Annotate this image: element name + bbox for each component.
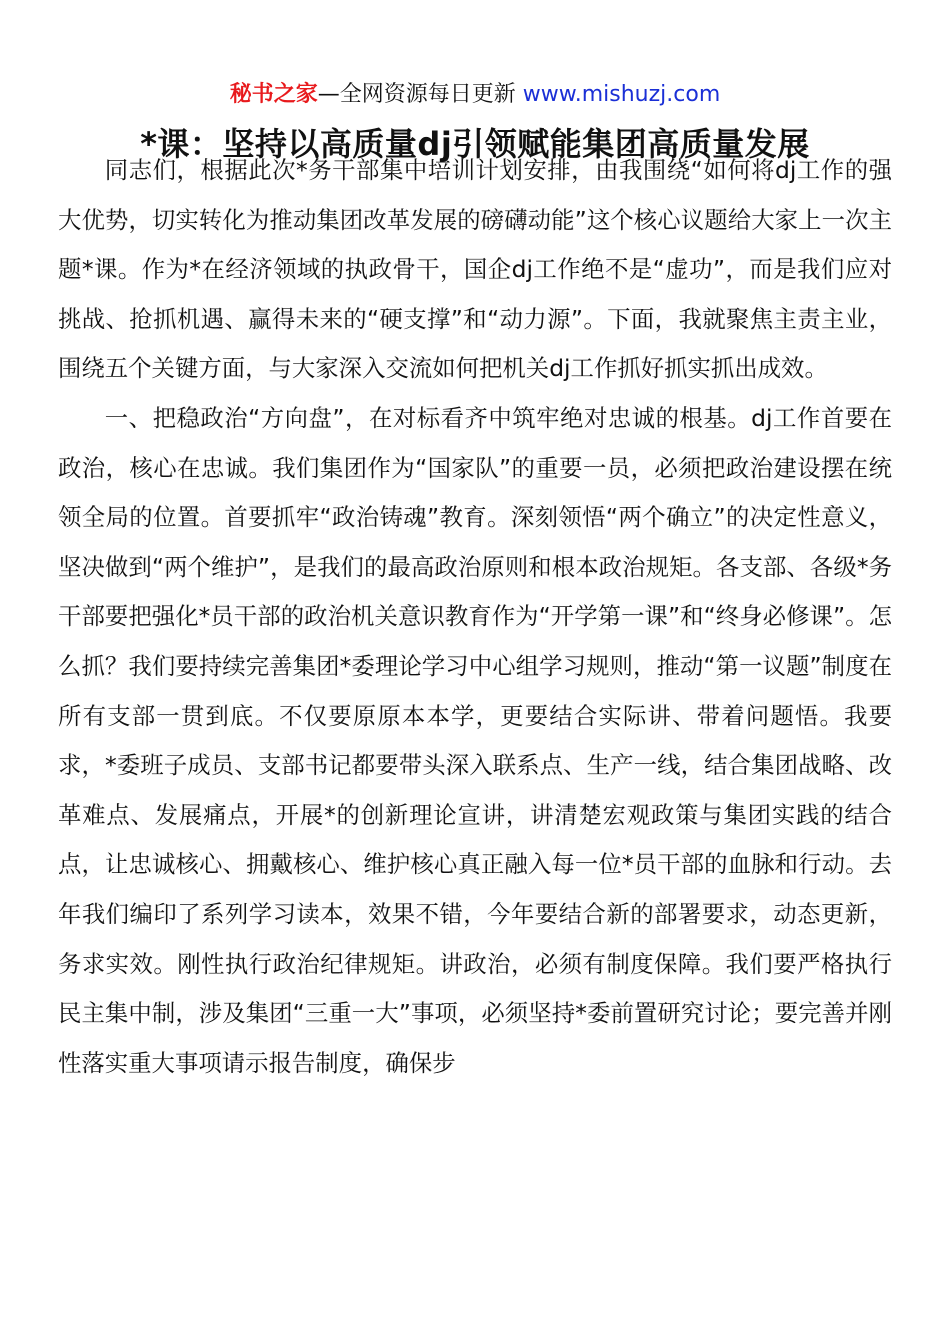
- document-title: *课：坚持以高质量dj引领赋能集团高质量发展: [140, 125, 810, 163]
- site-banner: [0, 80, 950, 110]
- site-tagline: —全网资源每日更新: [317, 82, 523, 107]
- paragraph-section-one: 一、把稳政治“方向盘”，在对标看齐中筑牢绝对忠诚的根基。dj工作首要在政治，核心在忠诚。我们集团作为“国家队”的重要一员，必须把政治建设摆在统领全局的位置。首要抓牢“政治铸魂”教育。深刻领悟“两个确立”的决定性意义，坚决做到“两个维护”，是我们的最高政治原则和根本政治规矩。各支部、各级*务干部要把强化*员干部的政治机关意识教育作为“开学第一课”和“终身必修课”。怎么抓？我们要持续完善集团*委理论学习中心组学习规则，推动“第一议题”制度在所有支部一贯到底。不仅要原原本本学，更要结合实际讲、带着问题悟。我要求，*委班子成员、支部书记都要带头深入联系点、生产一线，结合集团战略、改革难点、发展痛点，开展*的创新理论宣讲，讲清楚宏观政策与集团实践的结合点，让忠诚核心、拥戴核心、维护核心真正融入每一位*员干部的血脉和行动。去年我们编印了系列学习读本，效果不错，今年要结合新的部署要求，动态更新，务求实效。刚性执行政治纪律规矩。讲政治，必须有制度保障。我们要严格执行民主集中制，涉及集团“三重一大”事项，必须坚持*委前置研究讨论；要完善并刚性落实重大事项请示报告制度，确保步: [58, 403, 892, 1077]
- site-url-link[interactable]: www.mishuzj.com: [522, 82, 721, 107]
- site-brand: 秘书之家: [229, 82, 318, 107]
- paragraph-intro: 同志们，根据此次*务干部集中培训计划安排，由我围绕“如何将dj工作的强大优势，切实转化为推动集团改革发展的磅礴动能”这个核心议题给大家上一次主题*课。作为*在经济领域的执政骨干，国企dj工作绝不是“虚功”，而是我们应对挑战、抢抓机遇、赢得未来的“硬支撑”和“动力源”。下面，我就聚焦主责主业，围绕五个关键方面，与大家深入交流如何把机关dj工作抓好抓实抓出成效。: [58, 156, 892, 383]
- document-body: [58, 146, 892, 1088]
